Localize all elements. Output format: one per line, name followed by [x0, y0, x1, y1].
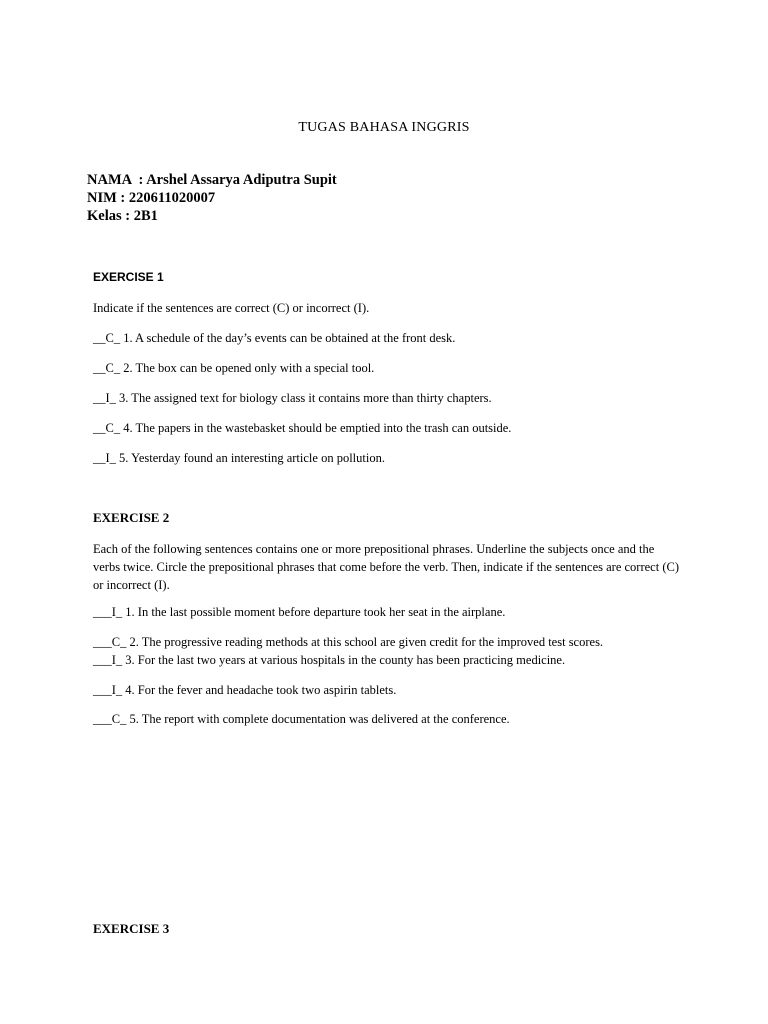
exercise-1-item-5: __I_ 5. Yesterday found an interesting article on pollution.	[93, 451, 385, 465]
exercise-2-item-3: ___I_ 3. For the last two years at various hospitals in the county has been practicing medicine.	[93, 653, 566, 667]
exercise-2-instruction: Each of the following sentences contains one or more prepositional phrases. Underline the subjects once and the verbs twice. Circle the prepositional phrases that come before the verb. Then, indicate if the sentences are correct (C) or incorrect (I).	[93, 542, 679, 592]
student-name: NAMA : Arshel Assarya Adiputra Supit	[87, 172, 337, 188]
exercise-1-item-4: __C_ 4. The papers in the wastebasket should be emptied into the trash can outside.	[93, 421, 512, 435]
exercise-2-heading: EXERCISE 2	[93, 510, 170, 525]
student-nim: NIM : 220611020007	[87, 190, 216, 206]
exercise-2-item-4: ___I_ 4. For the fever and headache took two aspirin tablets.	[93, 683, 397, 697]
exercise-2-item-1: ___I_ 1. In the last possible moment before departure took her seat in the airplane.	[93, 605, 506, 619]
exercise-1-item-3: __I_ 3. The assigned text for biology class it contains more than thirty chapters.	[93, 391, 492, 405]
student-class: Kelas : 2B1	[87, 208, 158, 224]
exercise-1-instruction: Indicate if the sentences are correct (C) or incorrect (I).	[93, 301, 370, 315]
exercise-1-heading: EXERCISE 1	[93, 270, 164, 284]
exercise-1-item-1: __C_ 1. A schedule of the day’s events can be obtained at the front desk.	[93, 331, 456, 345]
exercise-3-heading: EXERCISE 3	[93, 921, 170, 936]
exercise-2-item-2: ___C_ 2. The progressive reading methods at this school are given credit for the improved test scores.	[93, 635, 604, 649]
student-info	[87, 171, 337, 225]
exercise-2-item-5: ___C_ 5. The report with complete documentation was delivered at the conference.	[93, 712, 510, 726]
page-title: TUGAS BAHASA INGGRIS	[298, 120, 470, 135]
exercise-1-item-2: __C_ 2. The box can be opened only with a special tool.	[93, 361, 375, 375]
